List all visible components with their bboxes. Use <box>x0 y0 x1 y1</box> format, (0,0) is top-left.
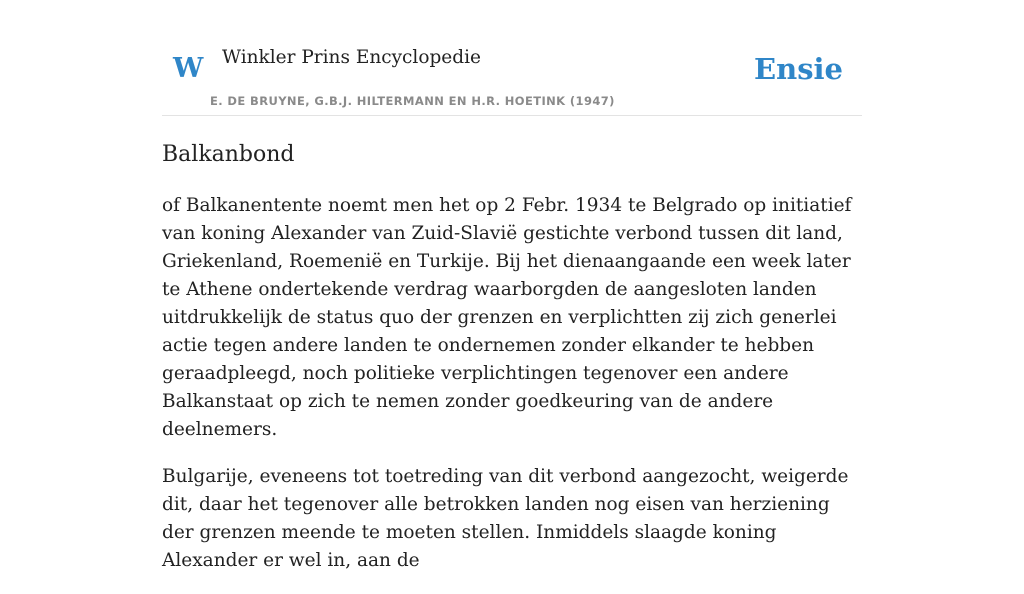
paragraph: Bulgarije, eveneens tot toetreding van dit verbond aangezocht, weigerde dit, daar het tegenover alle betrokken landen nog eisen van herziening der grenzen meende te moeten stellen. Inmiddels slaagde koning Alexander er wel in, aan de <box>162 466 849 571</box>
page <box>162 0 862 571</box>
source-authors: E. DE BRUYNE, G.B.J. HILTERMANN EN H.R. HOETINK (1947) <box>210 94 615 108</box>
header <box>162 0 862 116</box>
article-body <box>162 192 862 594</box>
source-title[interactable]: Winkler Prins Encyclopedie <box>222 47 481 68</box>
article-title: Balkanbond <box>162 142 295 167</box>
winkler-prins-logo-icon[interactable]: W <box>173 53 204 84</box>
ensie-logo[interactable]: Ensie <box>754 52 843 86</box>
paragraph: of Balkanentente noemt men het op 2 Febr. 1934 te Belgrado op initiatief van koning Alexander van Zuid-Slavië gestichte verbond tussen dit land, Griekenland, Roemenië en Turkije. Bij het dienaangaande een week later te Athene ondertekende verdrag waarborgden de aangesloten landen uitdrukkelijk de status quo der grenzen en verplichtten zij zich generlei actie tegen andere landen te ondernemen zonder elkander te hebben geraadpleegd, noch politieke verplichtingen tegenover een andere Balkanstaat op zich te nemen zonder goedkeuring van de andere deelnemers. <box>162 195 852 440</box>
